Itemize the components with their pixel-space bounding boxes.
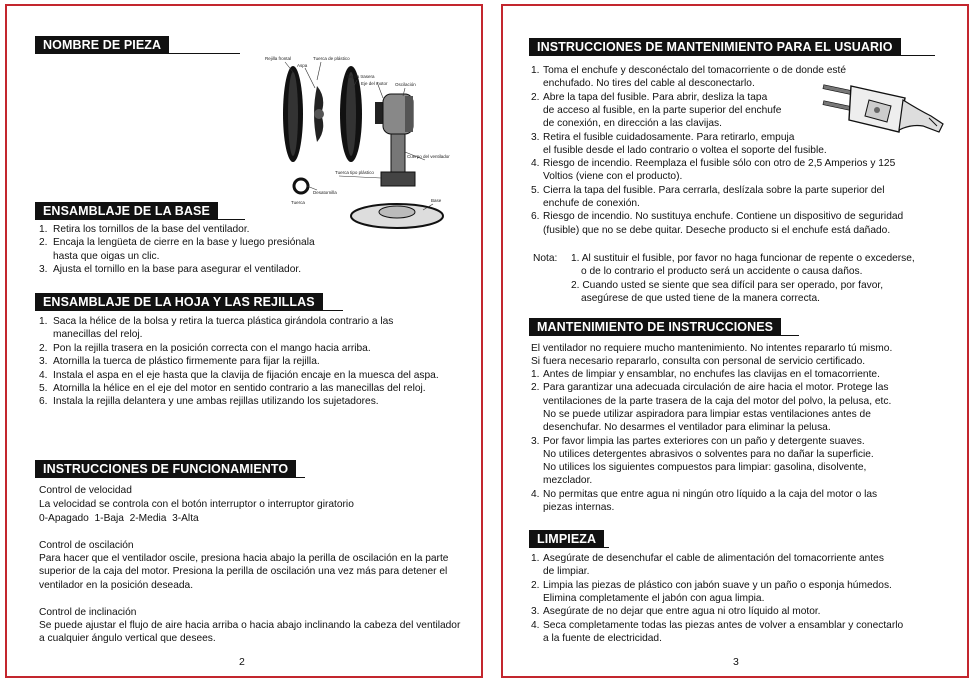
page-number: 3 (733, 656, 739, 668)
cleaning-item-line: Asegúrate de desenchufar el cable de alimentación del tomacorriente antes (543, 553, 884, 564)
user-maint-item-line: el fusible desde el lado contrario o voltea el soporte del fusible. (543, 144, 827, 156)
base-header: ENSAMBLAJE DE LA BASE (35, 202, 218, 220)
base-item: 1. Retira los tornillos de la base del ventilador. (39, 224, 250, 235)
rear-grille-icon (340, 66, 362, 162)
blade-item: 3. Atornilla la tuerca de plástico firmemente para fijar la rejilla. (39, 356, 320, 368)
user-maint-item-number: 5. (531, 184, 540, 196)
blade-item: 2. Pon la rejilla trasera en la posición correcta con el mango hacia arriba. (39, 342, 371, 354)
label-rear-grille: Rejilla trasera (347, 74, 375, 79)
maint-item-line: mezclador. (543, 475, 593, 487)
maint-item-line: No utilices los siguientes compuestos para limpiar: gasolina, disolvente, (543, 462, 867, 474)
user-maint-item-number: 3. (531, 131, 540, 143)
maint-item-number: 1. (531, 369, 540, 380)
maint-intro-2: Si fuera necesario repararlo, consulta con personal de servicio certificado. (531, 356, 866, 367)
cleaning-item-line: Seca completamente todas las piezas antes de volver a ensamblar y conectarlo (543, 619, 904, 631)
base-item: 3. Ajusta el tornillo en la base para asegurar el ventilador. (39, 264, 302, 276)
user-maint-item-line: Retira el fusible cuidadosamente. Para retirarlo, empuja (543, 131, 795, 143)
maint-item-number: 4. (531, 488, 540, 500)
note-label: Nota: (533, 253, 558, 264)
maint-header: MANTENIMIENTO DE INSTRUCCIONES (529, 318, 781, 336)
parts-header: NOMBRE DE PIEZA (35, 36, 169, 54)
cleaning-item-line: Limpia las piezas de plástico con jabón suave y un paño o esponja húmedos. (543, 579, 892, 591)
maint-item-line: piezas internas. (543, 502, 615, 513)
base-item: 2. Encaja la lengüeta de cierre en la base y luego presiónala hasta que oigas un clic. (39, 237, 315, 262)
maint-item-line: Antes de limpiar y ensamblar, no enchufes las clavijas en el tomacorriente. (543, 369, 880, 380)
user-maint-item-line: Voltios (viene con el producto). (543, 171, 683, 183)
cleaning-item-line: de limpiar. (543, 566, 590, 578)
oscillation-heading: Control de oscilación (39, 540, 134, 551)
user-maint-item-number: 2. (531, 91, 540, 103)
tilt-heading: Control de inclinación (39, 607, 137, 618)
blade-rule (35, 310, 343, 311)
label-plastic-nut: Tuerca de plástico (313, 56, 350, 61)
note-1-line-2: o de lo contrario el producto será un accidente o causa daños. (581, 266, 863, 277)
label-plastic-type-nut: Tuerca tipo plástico (335, 170, 374, 175)
operation-header: INSTRUCCIONES DE FUNCIONAMIENTO (35, 460, 296, 478)
blade-item: 1. Saca la hélice de la bolsa y retira la tuerca plástica girándola contrario a las manecillas del reloj. (39, 316, 394, 341)
label-nut: Tuerca (291, 200, 305, 205)
user-maint-item-line: Riesgo de incendio. No sustituya enchufe. Contiene un dispositivo de seguridad (543, 211, 904, 223)
cleaning-item-number: 2. (531, 579, 540, 591)
label-front-grille: Rejilla frontal (265, 56, 292, 61)
parts-rule (35, 53, 240, 54)
maint-intro-1: El ventilador no requiere mucho mantenimiento. No intentes repararlo tú mismo. (531, 343, 893, 354)
user-maint-item-line: Toma el enchufe y desconéctalo del tomacorriente o de donde esté (543, 65, 846, 76)
cleaning-item-number: 4. (531, 619, 540, 631)
maint-item-line: desenchufar. No desarmes el ventilador para eliminar la pelusa. (543, 422, 831, 434)
blade-item: 4. Instala el aspa en el eje hasta que la clavija de fijación encaje en la muesca del aspa. (39, 369, 439, 381)
maint-rule (529, 335, 799, 336)
cleaning-item-number: 3. (531, 606, 540, 618)
plug-diagram (819, 76, 949, 148)
user-maint-item-line: Cierra la tapa del fusible. Para cerrarla, deslízala sobre la parte superior del (543, 184, 885, 196)
user-maint-item-number: 1. (531, 65, 540, 76)
blade-icon (314, 86, 324, 142)
user-maint-header: INSTRUCCIONES DE MANTENIMIENTO PARA EL USUARIO (529, 38, 901, 56)
note-2-line-1: 2. Cuando usted se siente que sea difícil para ser operado, por favor, (571, 280, 884, 291)
label-unscrew: Desatornilla (313, 190, 337, 195)
user-maint-item-line: enchufado. No tires del cable al desconectarlo. (543, 78, 755, 90)
speed-values: 0-Apagado 1-Baja 2-Media 3-Alta (39, 513, 199, 524)
blade-item: 6. Instala la rejilla delantera y une ambas rejillas utilizando los sujetadores. (39, 396, 379, 408)
front-grille-icon (283, 66, 303, 162)
oscillation-text: Para hacer que el ventilador oscile, presiona hacia abajo la perilla de oscilación en la parte superior de la caja del motor. Presiona la perilla de oscilación una vez más para detener el ventilador en la posición deseada. (39, 553, 449, 591)
page-right (501, 4, 969, 678)
speed-text: La velocidad se controla con el botón interruptor o interruptor giratorio (39, 499, 354, 510)
cleaning-rule (529, 547, 609, 548)
user-maint-rule (529, 55, 935, 56)
motor-housing-icon (375, 94, 415, 186)
user-maint-item-number: 4. (531, 158, 540, 170)
label-oscillation: Oscilación (395, 82, 416, 87)
screw-icon (294, 179, 308, 193)
maint-item-number: 2. (531, 382, 540, 394)
maint-item-line: No permitas que entre agua ni ningún otro líquido a la caja del motor o las (543, 488, 878, 500)
blade-list (39, 315, 441, 409)
base-list (39, 223, 439, 277)
cleaning-item-line: Asegúrate de no dejar que entre agua ni otro líquido al motor. (543, 606, 821, 618)
user-maint-item-line: de acceso al fusible, en la parte superior del enchufe (543, 104, 782, 116)
label-motor-shaft: Eje del motor (361, 81, 388, 86)
note-1-line-1: 1. Al sustituir el fusible, por favor no haga funcionar de repente o excederse, (571, 253, 915, 264)
maint-item-line: Para garantizar una adecuada circulación de aire hacia el motor. Protege las (543, 382, 889, 394)
maint-item-line: ventilaciones de la parte trasera de la caja del motor del polvo, la pelusa, etc. (543, 395, 892, 407)
maint-item-line: Por favor limpia las partes exteriores con un paño y detergente suaves. (543, 435, 865, 447)
maint-item-number: 3. (531, 435, 540, 447)
blade-item: 5. Atornilla la hélice en el eje del motor en sentido contrario a las manecillas del reloj. (39, 383, 426, 395)
label-blade: Aspa (297, 63, 308, 68)
fan-diagram (255, 48, 475, 233)
maint-item-line: No se puede utilizar aspiradora para limpiar estas ventilaciones antes de (543, 408, 871, 420)
blade-header: ENSAMBLAJE DE LA HOJA Y LAS REJILLAS (35, 293, 323, 311)
user-maint-item-number: 6. (531, 211, 540, 223)
user-maint-item-line: Abre la tapa del fusible. Para abrir, desliza la tapa (543, 91, 768, 103)
speed-heading: Control de velocidad (39, 485, 132, 496)
cleaning-header: LIMPIEZA (529, 530, 604, 548)
user-maint-item-line: de conexión, en dirección a las clavijas. (543, 118, 722, 130)
user-maint-item-line: Riesgo de incendio. Reemplaza el fusible sólo con otro de 2,5 Amperios y 125 (543, 158, 896, 170)
note-2-line-2: asegúrese de que usted tiene de la manera correcta. (581, 293, 820, 304)
page-number: 2 (239, 656, 245, 668)
label-base: Base (431, 198, 442, 203)
operation-rule (35, 477, 305, 478)
user-maint-item-line: enchufe de conexión. (543, 198, 640, 209)
maint-item-line: No utilices detergentes abrasivos o solventes para no dañar la superficie. (543, 448, 874, 460)
page-left (5, 4, 483, 678)
label-fan-body: Cuerpo del ventilador (407, 154, 450, 159)
user-maint-item-line: (fusible) que no se debe quitar. Deseche producto si el enchufe está dañado. (543, 224, 891, 236)
cleaning-item-line: Elimina completamente el jabón con agua limpia. (543, 592, 765, 604)
tilt-text: Se puede ajustar el flujo de aire hacia arriba o hacia abajo inclinando la cabeza del ventilador a cualquier ángulo vertical que desees. (39, 620, 461, 645)
base-rule (35, 219, 245, 220)
cleaning-item-number: 1. (531, 553, 540, 564)
plug-icon (823, 85, 943, 132)
cleaning-item-line: a la fuente de electricidad. (543, 632, 662, 644)
